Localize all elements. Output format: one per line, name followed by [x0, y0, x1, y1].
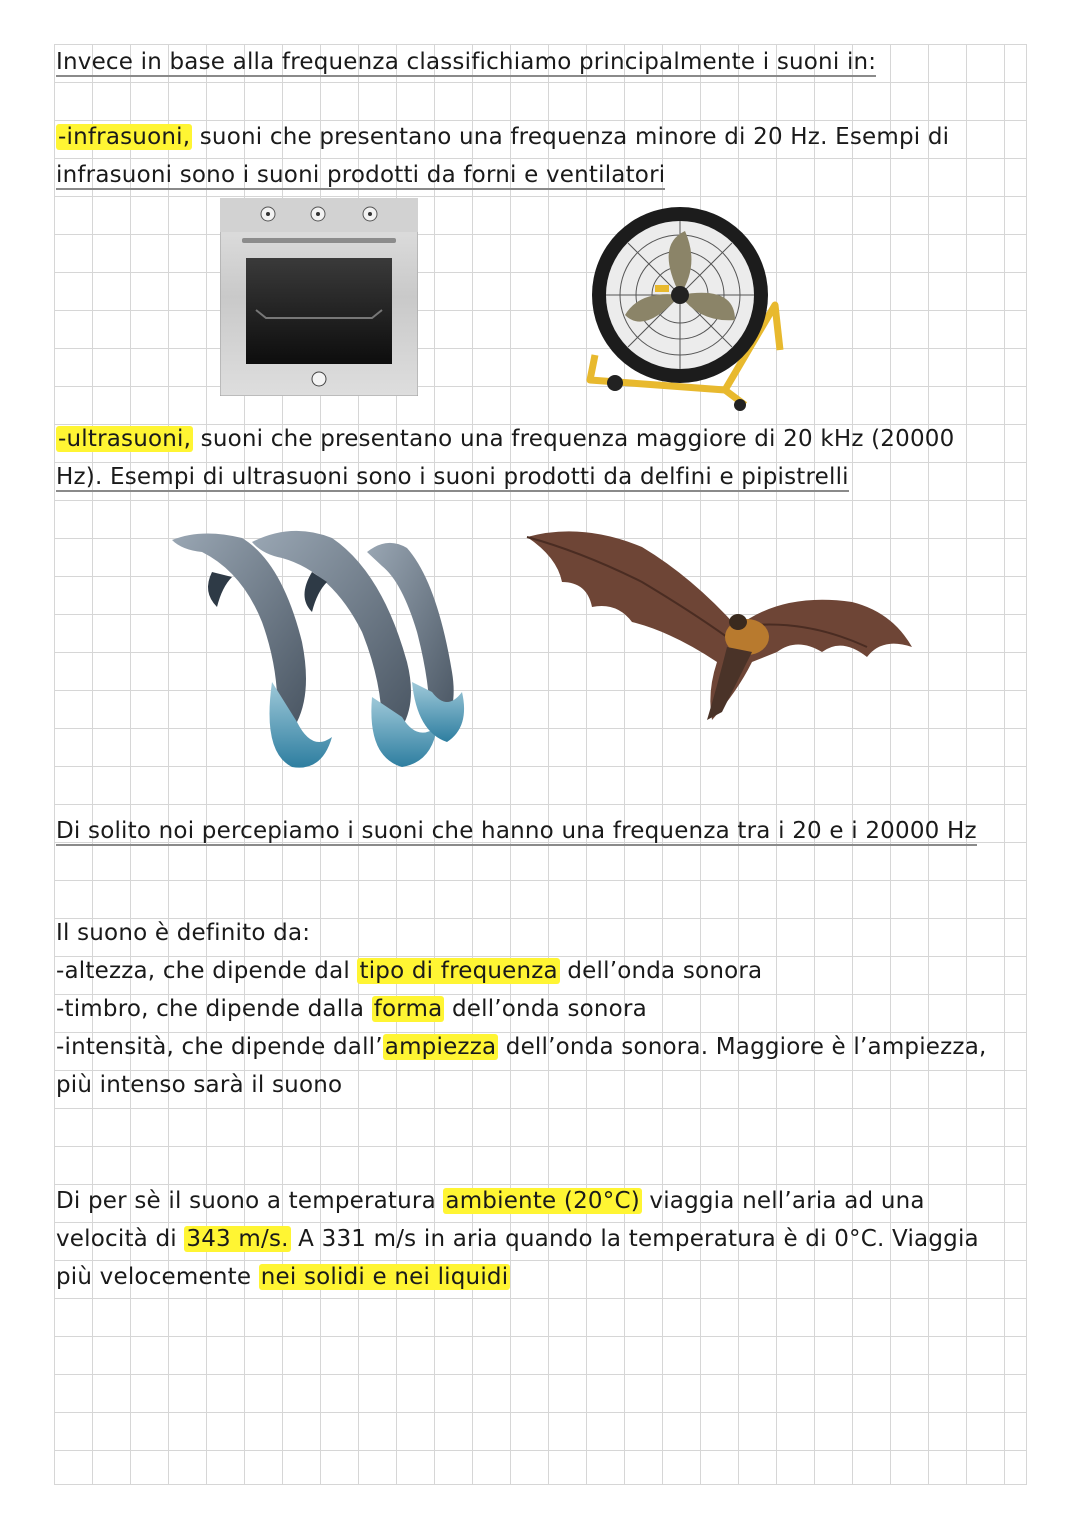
bat-image — [522, 522, 914, 727]
altezza-line: -altezza, che dipende dal tipo di frequenza dell’onda sonora — [56, 958, 763, 984]
intensita-line-2: più intenso sarà il suono — [56, 1072, 343, 1098]
timbro-line: -timbro, che dipende dalla forma dell’onda sonora — [56, 996, 647, 1022]
perception-text: Di solito noi percepiamo i suoni che hanno una frequenza tra i 20 e i 20000 Hz — [56, 818, 977, 844]
ultrasuoni-line-2: Hz). Esempi di ultrasuoni sono i suoni prodotti da delfini e pipistrelli — [56, 464, 849, 490]
infrasuoni-line-2: infrasuoni sono i suoni prodotti da forni e ventilatori — [56, 162, 666, 188]
speed-line-2: velocità di 343 m/s. A 331 m/s in aria quando la temperatura è di 0°C. Viaggia — [56, 1226, 979, 1252]
dolphins-image — [172, 522, 472, 774]
infrasuoni-line-1: -infrasuoni, suoni che presentano una frequenza minore di 20 Hz. Esempi di — [58, 124, 950, 150]
intro-text: Invece in base alla frequenza classifichiamo principalmente i suoni in: — [56, 49, 877, 75]
speed-line-3: più velocemente nei solidi e nei liquidi — [56, 1264, 509, 1290]
oven-image — [220, 198, 418, 396]
speed-line-1: Di per sè il suono a temperatura ambiente (20°C) viaggia nell’aria ad una — [56, 1188, 925, 1214]
floor-fan-image — [585, 205, 810, 413]
ultrasuoni-term: -ultrasuoni, — [58, 426, 192, 452]
definition-heading: Il suono è definito da: — [56, 920, 311, 946]
intensita-line-1: -intensità, che dipende dall’ampiezza dell’onda sonora. Maggiore è l’ampiezza, — [56, 1034, 987, 1060]
ultrasuoni-line-1: -ultrasuoni, suoni che presentano una frequenza maggiore di 20 kHz (20000 — [58, 426, 955, 452]
infrasuoni-term: -infrasuoni, — [58, 124, 191, 150]
